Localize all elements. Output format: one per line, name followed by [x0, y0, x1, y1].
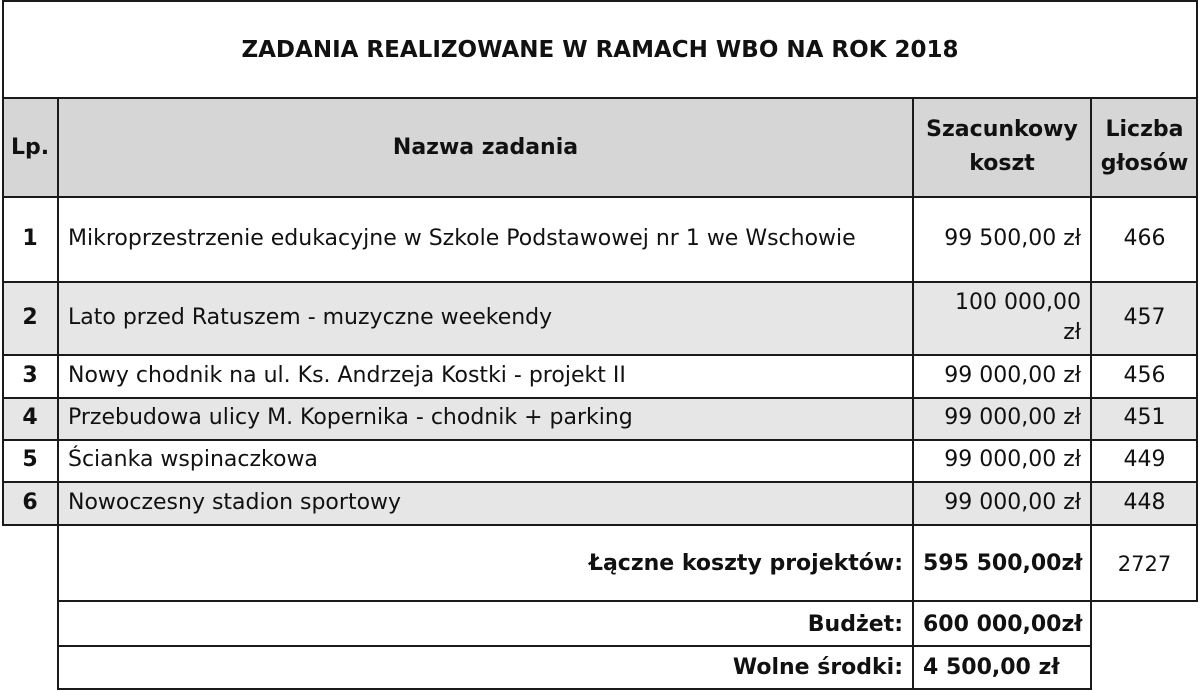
grid-hline [2, 196, 1198, 198]
grid-hline [57, 645, 1092, 647]
row-cost: 99 000,00 zł [944, 447, 1081, 472]
budget-label: Budżet: [807, 611, 903, 637]
row-votes: 451 [1091, 397, 1198, 439]
row-votes: 449 [1123, 447, 1166, 472]
grid-vline [1090, 97, 1092, 525]
header-name: Nazwa zadania [58, 97, 913, 197]
row-votes: 448 [1091, 481, 1198, 525]
grid-vline [57, 97, 59, 525]
row-lp: 5 [22, 447, 38, 472]
grid-hline [2, 281, 1198, 283]
row-lp: 3 [22, 363, 38, 388]
row-cost: 99 000,00 zł [913, 397, 1091, 439]
row-cost: 99 000,00 zł [944, 363, 1081, 388]
table-title: ZADANIA REALIZOWANE W RAMACH WBO NA ROK 2018 [241, 36, 959, 63]
grid-vline [57, 524, 59, 690]
header-votes-label: Liczba głosów [1100, 117, 1189, 176]
row-votes: 466 [1123, 226, 1166, 251]
grid-vline [1196, 524, 1198, 602]
row-lp: 1 [22, 226, 38, 251]
free-funds-value: 4 500,00 zł [923, 655, 1060, 680]
row-name: Mikroprzestrzenie edukacyjne w Szkole Podstawowej nr 1 we Wschowie [68, 226, 856, 251]
row-votes: 457 [1091, 281, 1198, 355]
total-costs-label: Łączne koszty projektów: [588, 550, 903, 576]
row-name: Nowy chodnik na ul. Ks. Andrzeja Kostki - projekt II [68, 363, 626, 388]
grid-vline [912, 97, 914, 525]
grid-hline [2, 481, 1198, 483]
grid-vline [912, 524, 914, 690]
row-lp: 6 [2, 481, 58, 525]
row-name: Przebudowa ulicy M. Kopernika - chodnik + parking [58, 397, 913, 439]
free-funds-label: Wolne środki: [732, 655, 903, 680]
row-cost: 99 500,00 zł [944, 226, 1081, 251]
row-name: Nowoczesny stadion sportowy [58, 481, 913, 525]
grid-hline [2, 439, 1198, 441]
grid-hline [2, 397, 1198, 399]
row-cost: 99 000,00 zł [913, 481, 1091, 525]
row-name: Lato przed Ratuszem - muzyczne weekendy [58, 281, 913, 355]
grid-vline [1196, 97, 1198, 525]
total-costs-value: 595 500,00zł [923, 550, 1083, 576]
grid-hline [1090, 600, 1198, 602]
row-lp: 4 [2, 397, 58, 439]
header-votes [1091, 97, 1198, 197]
header-cost [913, 97, 1091, 197]
total-votes-value: 2727 [1117, 551, 1172, 576]
grid-hline [57, 688, 1092, 690]
budget-value: 600 000,00zł [923, 611, 1083, 637]
row-cost: 100 000,00 zł [913, 281, 1091, 355]
header-lp: Lp. [2, 97, 58, 197]
grid-vline [2, 97, 4, 525]
grid-hline [57, 600, 1092, 602]
row-lp: 2 [2, 281, 58, 355]
row-votes: 456 [1123, 363, 1166, 388]
header-cost-label: Szacunkowy koszt [926, 117, 1078, 176]
grid-hline [2, 354, 1198, 356]
grid-vline [1090, 524, 1092, 690]
grid-hline [2, 524, 1198, 526]
row-name: Ścianka wspinaczkowa [68, 447, 318, 472]
grid-hline [2, 97, 1198, 99]
